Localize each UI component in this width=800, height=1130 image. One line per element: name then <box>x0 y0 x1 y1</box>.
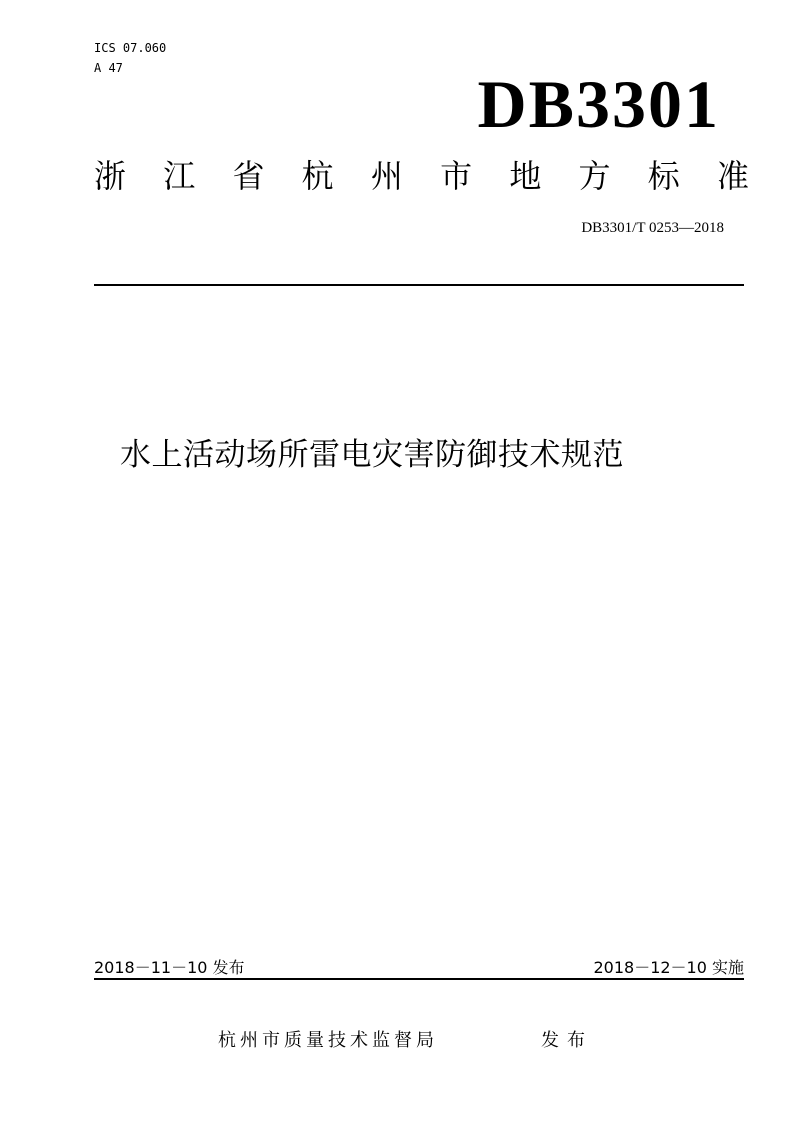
ics-code: ICS 07.060 <box>94 41 167 55</box>
authority-char: 准 <box>716 157 749 195</box>
date-row <box>94 958 744 978</box>
publish-label: 发布 <box>541 1030 593 1051</box>
authority-char: 杭 <box>301 157 334 195</box>
authority-char: 方 <box>578 157 611 195</box>
footer-divider <box>94 978 744 980</box>
ccs-code: A 47 <box>94 61 123 75</box>
authority-char: 州 <box>370 157 403 195</box>
implement-date: 2018－12－10 实施 <box>593 958 744 977</box>
document-title: 水上活动场所雷电灾害防御技术规范 <box>120 437 624 473</box>
standard-brand: DB3301 <box>477 66 720 142</box>
header-divider <box>94 284 744 286</box>
standard-number: DB3301/T 0253—2018 <box>581 220 724 236</box>
authority-char: 省 <box>232 157 265 195</box>
issue-date: 2018－11－10 发布 <box>94 958 245 977</box>
issuing-authority <box>94 156 749 196</box>
authority-char: 浙 <box>94 157 127 195</box>
authority-char: 标 <box>647 157 680 195</box>
authority-char: 市 <box>440 157 473 195</box>
authority-char: 江 <box>163 157 196 195</box>
publisher-name: 杭州市质量技术监督局 <box>218 1030 438 1051</box>
authority-char: 地 <box>509 157 542 195</box>
